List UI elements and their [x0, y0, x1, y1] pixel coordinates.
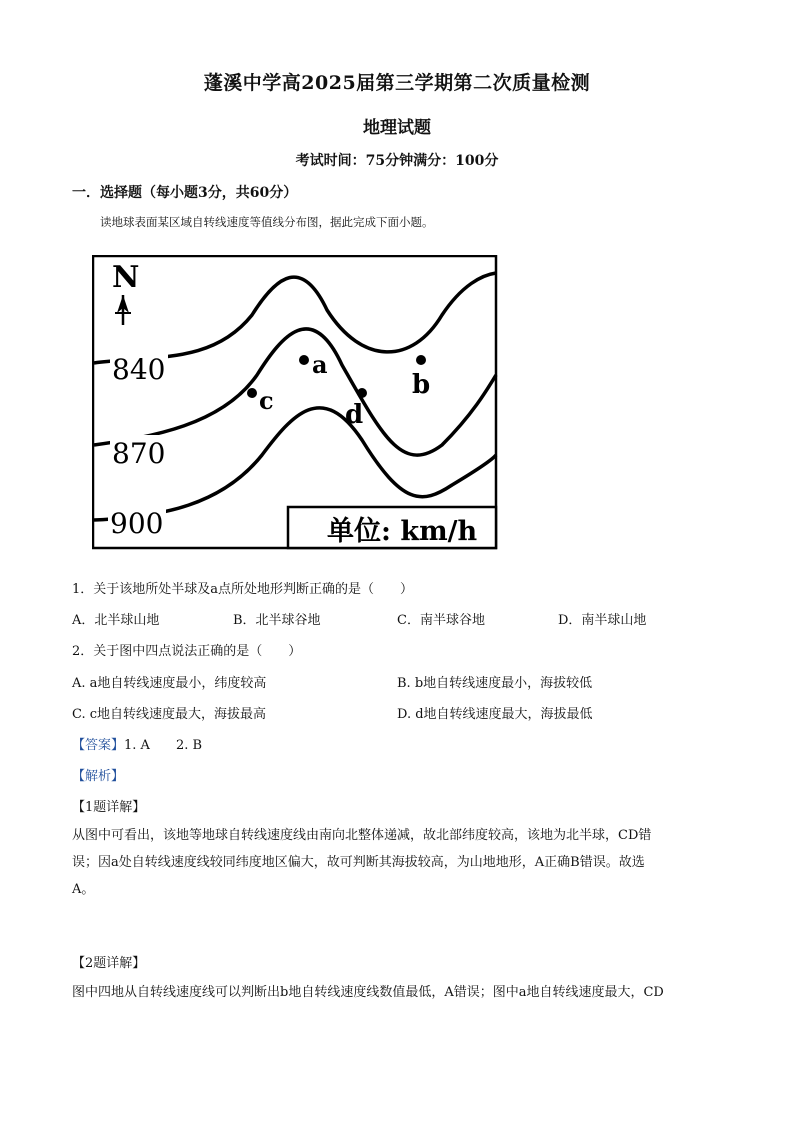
exam-title: 蓬溪中学高2025届第三学期第二次质量检测 [203, 72, 591, 94]
question-2-option-c: C. c地自转线速度最大，海拔最高 [72, 707, 267, 722]
subject-title: 地理试题 [363, 118, 431, 138]
q2-detail-heading: 【2题详解】 [72, 956, 146, 971]
point-c-label: c [259, 386, 274, 415]
north-label: N [112, 260, 140, 295]
q1-detail-line: 误；因a处自转线速度线较同纬度地区偏大，故可判断其海拔较高，为山地地形，A正确B错误。故选 [72, 855, 645, 870]
question-2-option-b: B. b地自转线速度最小，海拔较低 [397, 676, 593, 691]
question-1-option-c: C．南半球谷地 [397, 613, 485, 628]
point-c-marker [247, 388, 257, 398]
isoline-label-840: 840 [112, 353, 166, 386]
answer-text: 1. A 2. B [124, 738, 203, 753]
unit-label: 单位: km/h [327, 516, 478, 547]
question-1-option-d: D．南半球山地 [558, 613, 647, 628]
q2-detail-line: 图中四地从自转线速度线可以判断出b地自转线速度线数值最低，A错误；图中a地自转线速度最大，CD [72, 985, 664, 1000]
q1-detail-text [72, 822, 722, 903]
point-b-label: b [412, 370, 431, 400]
exam-info: 考试时间：75分钟满分：100分 [295, 153, 499, 169]
question-2-option-a: A. a地自转线速度最小，纬度较高 [72, 676, 267, 691]
point-d-label: d [345, 400, 364, 430]
q1-detail-line: A。 [72, 882, 95, 897]
isoline-map [92, 255, 498, 551]
q1-detail-line: 从图中可看出，该地等地球自转线速度线由南向北整体递减，故北部纬度较高，该地为北半球，CD错 [72, 828, 652, 843]
point-d-marker [357, 388, 367, 398]
question-2-stem: 2．关于图中四点说法正确的是（ ） [72, 644, 302, 659]
section-heading: 一．选择题（每小题3分，共60分） [72, 185, 298, 201]
question-2-option-d: D. d地自转线速度最大，海拔最低 [397, 707, 593, 722]
point-a-marker [299, 355, 309, 365]
isoline-label-900: 900 [110, 507, 164, 540]
point-b-marker [416, 355, 426, 365]
answer-line [72, 734, 202, 753]
answer-tag: 【答案】 [72, 738, 125, 753]
isoline-label-870: 870 [112, 437, 166, 470]
analysis-tag: 【解析】 [72, 769, 125, 784]
question-1-option-a: A．北半球山地 [72, 613, 160, 628]
map-frame [93, 256, 496, 548]
question-1-option-b: B．北半球谷地 [233, 613, 321, 628]
q2-detail-text [72, 979, 722, 1006]
point-a-label: a [312, 350, 328, 379]
question-1-stem: 1．关于该地所处半球及a点所处地形判断正确的是（ ） [72, 582, 414, 597]
q1-detail-heading: 【1题详解】 [72, 800, 146, 815]
section-intro: 读地球表面某区域自转线速度等值线分布图，据此完成下面小题。 [100, 215, 434, 229]
